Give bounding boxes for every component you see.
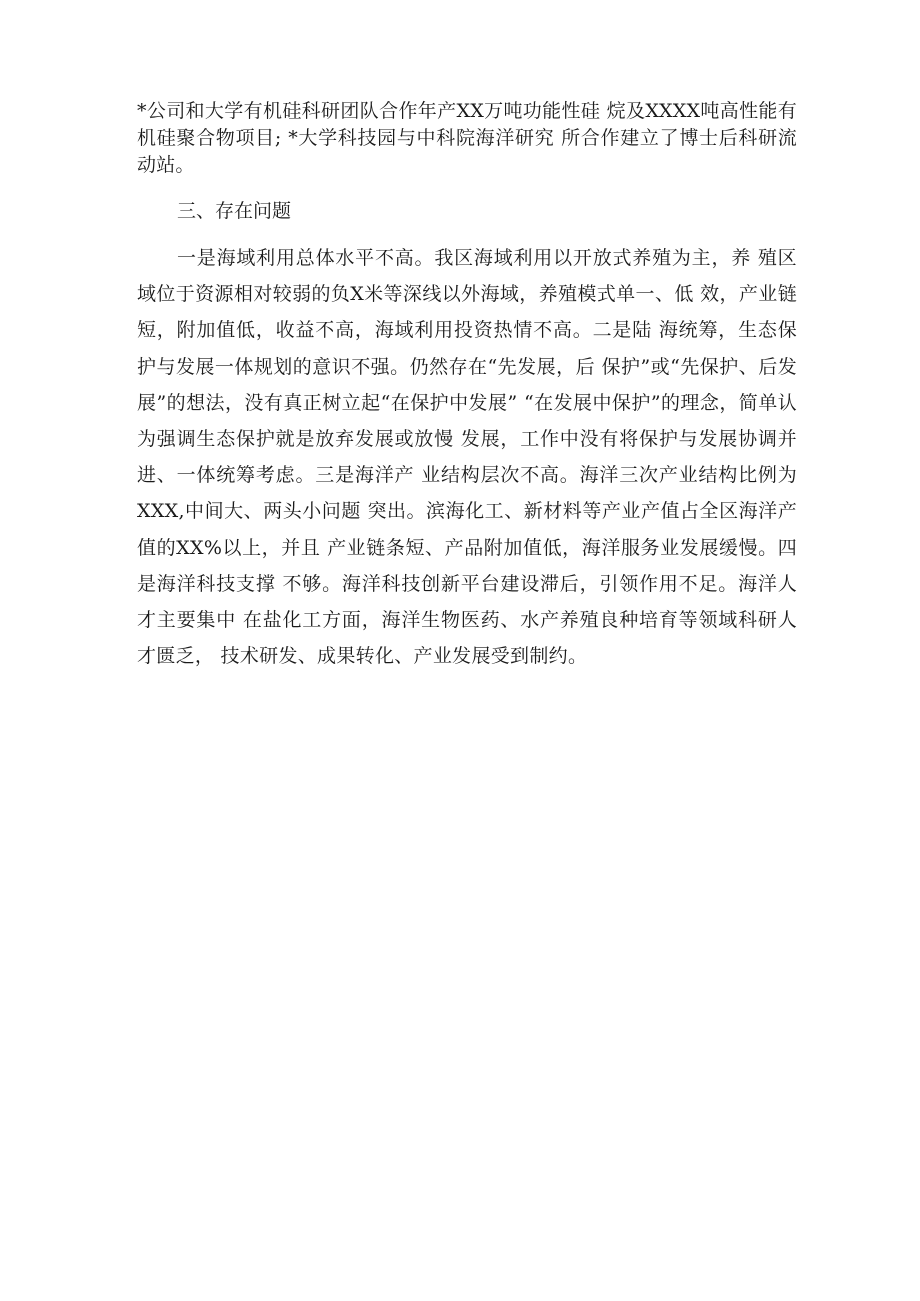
problems-paragraph: 一是海域利用总体水平不高。我区海域利用以开放式养殖为主，养 殖区域位于资源相对较弱的负X米等深线以外海域，养殖模式单一、低 效，产业链短，附加值低，收益不高，海域利用投资热情不高。二是陆 海统筹，生态保护与发展一体规划的意识不强。仍然存在“先发展，后 保护”或“先保护、后发展”的想法，没有真正树立起“在保护中发展” “在发展中保护”的理念，简单认为强调生态保护就是放弃发展或放慢 发展，工作中没有将保护与发展协调并进、一体统筹考虑。三是海洋产 业结构层次不高。海洋三次产业结构比例为XXX,中间大、两头小问题 突出。滨海化工、新材料等产业产值占全区海洋产值的XX%以上，并且 产业链条短、产品附加值低，海洋服务业发展缓慢。四是海洋科技支撑 不够。海洋科技创新平台建设滞后，引领作用不足。海洋人才主要集中 在盐化工方面，海洋生物医药、水产养殖良种培育等领域科研人才匮乏， 技术研发、成果转化、产业发展受到制约。 <box>137 247 797 668</box>
intro-paragraph: *公司和大学有机硅科研团队合作年产XX万吨功能性硅 烷及XXXX吨高性能有机硅聚合物项目; *大学科技园与中科院海洋研究 所合作建立了博士后科研流动站。 <box>137 100 797 176</box>
section-heading: 三、存在问题 <box>177 200 292 222</box>
